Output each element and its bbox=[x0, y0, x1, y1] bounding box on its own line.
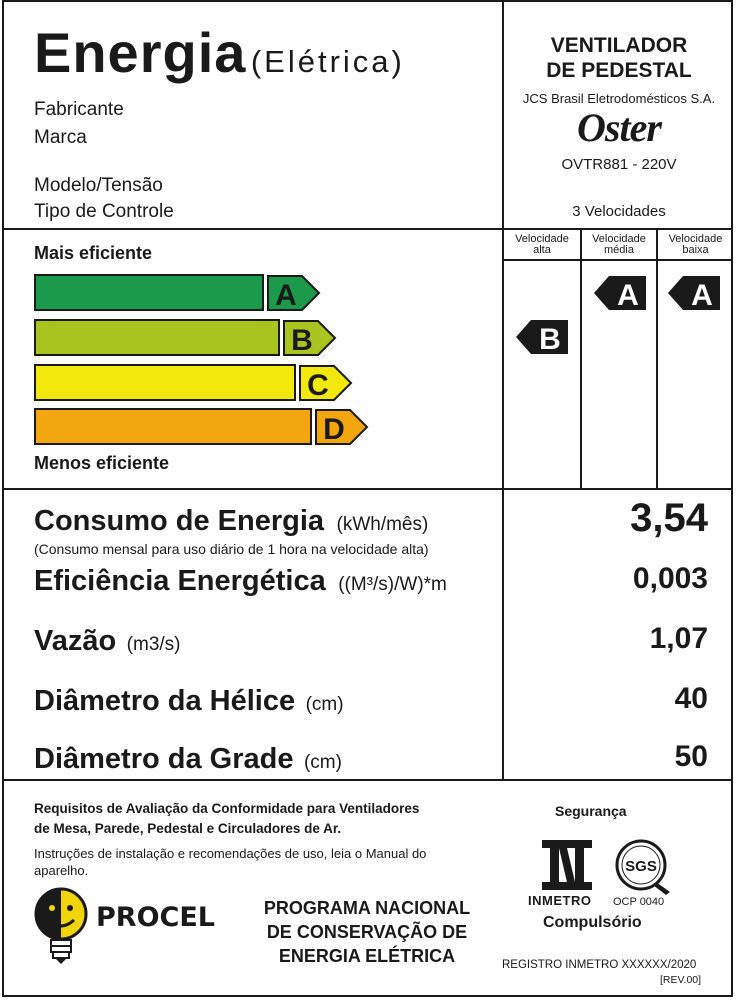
class-bar-d bbox=[34, 408, 312, 445]
class-arrow-d-letter: D bbox=[323, 413, 345, 446]
class-bar-a bbox=[34, 274, 264, 311]
grade-row bbox=[34, 743, 342, 776]
instructions-line1: Instruções de instalação e recomendações de uso, leia o Manual do bbox=[34, 846, 427, 861]
speed-header-high-line1: Velocidade bbox=[515, 233, 569, 245]
eficiencia-unit: ((M³/s)/W)*m bbox=[338, 574, 447, 595]
class-arrow-a-letter: A bbox=[275, 279, 297, 312]
header-divider bbox=[502, 0, 504, 230]
rating-arrow-high-letter: B bbox=[539, 323, 561, 356]
brand-logo: Oster bbox=[577, 105, 661, 150]
helice-value: 40 bbox=[674, 682, 708, 715]
speed-col-divider-1 bbox=[580, 230, 582, 490]
metrics-divider bbox=[502, 488, 504, 781]
program-name bbox=[242, 896, 492, 968]
scale-divider bbox=[502, 228, 504, 490]
class-arrow-a bbox=[266, 274, 322, 312]
metrics-bottom-line bbox=[2, 779, 733, 781]
manufacturer-label: Fabricante bbox=[34, 99, 124, 120]
rating-arrow-medium-letter: A bbox=[617, 279, 639, 312]
consumo-value: 3,54 bbox=[630, 496, 708, 540]
rating-arrow-high bbox=[514, 318, 570, 356]
vazao-value: 1,07 bbox=[649, 622, 708, 655]
program-line2: DE CONSERVAÇÃO DE bbox=[266, 922, 468, 942]
ocp-text: OCP 0040 bbox=[613, 896, 665, 908]
vazao-unit: (m3/s) bbox=[126, 634, 181, 655]
grade-value: 50 bbox=[674, 740, 708, 773]
speed-header-medium-line1: Velocidade bbox=[592, 233, 646, 245]
inmetro-logo-icon bbox=[540, 838, 594, 892]
sgs-logo-text: SGS bbox=[625, 858, 657, 875]
instructions-line2: aparelho. bbox=[34, 863, 89, 878]
title-eletrica: (Elétrica) bbox=[250, 44, 405, 79]
class-arrow-c-letter: C bbox=[307, 369, 329, 402]
instructions-text bbox=[34, 845, 426, 879]
consumo-unit: (kWh/mês) bbox=[336, 514, 429, 535]
scale-top-label: Mais eficiente bbox=[34, 243, 153, 263]
procel-logo-text: PROCEL bbox=[96, 902, 215, 933]
model-value: OVTR881 - 220V bbox=[561, 156, 677, 173]
product-type bbox=[505, 33, 733, 83]
rating-arrow-medium bbox=[592, 274, 648, 312]
eficiencia-label: Eficiência Energética bbox=[34, 565, 326, 597]
speed-header-high-line2: alta bbox=[533, 244, 551, 256]
requirements-line2: de Mesa, Parede, Pedestal e Circuladores de Ar. bbox=[34, 821, 342, 836]
procel-logo-icon bbox=[33, 886, 89, 966]
grade-unit: (cm) bbox=[303, 752, 342, 773]
rating-arrow-low-letter: A bbox=[691, 279, 713, 312]
class-arrow-c bbox=[298, 364, 354, 402]
eficiencia-value: 0,003 bbox=[632, 562, 708, 595]
class-bar-c bbox=[34, 364, 296, 401]
header-bottom-line bbox=[2, 228, 733, 230]
program-line3: ENERGIA ELÉTRICA bbox=[278, 946, 456, 966]
helice-unit: (cm) bbox=[305, 694, 344, 715]
rating-arrow-low bbox=[666, 274, 722, 312]
consumo-label: Consumo de Energia bbox=[34, 505, 325, 537]
requirements-line1: Requisitos de Avaliação da Conformidade para Ventiladores bbox=[34, 801, 420, 816]
scale-bottom-label: Menos eficiente bbox=[34, 453, 170, 473]
requirements-text bbox=[34, 799, 419, 839]
manufacturer-value: JCS Brasil Eletrodomésticos S.A. bbox=[522, 91, 716, 106]
sgs-logo-icon bbox=[612, 838, 674, 896]
speed-header-medium bbox=[582, 234, 656, 256]
program-line1: PROGRAMA NACIONAL bbox=[263, 898, 471, 918]
security-label: Segurança bbox=[555, 803, 627, 819]
class-arrow-b bbox=[282, 319, 338, 357]
speed-header-line bbox=[502, 259, 733, 261]
class-arrow-d bbox=[314, 408, 370, 446]
brand-label: Marca bbox=[34, 127, 87, 148]
class-arrow-b-letter: B bbox=[291, 324, 313, 357]
speed-header-low bbox=[658, 234, 733, 256]
consumo-row bbox=[34, 505, 428, 538]
control-type-label: Tipo de Controle bbox=[34, 201, 174, 222]
vazao-label: Vazão bbox=[34, 625, 117, 657]
grade-label: Diâmetro da Grade bbox=[34, 743, 294, 775]
title-energia: Energia bbox=[34, 21, 247, 84]
product-type-line1: VENTILADOR bbox=[550, 34, 688, 57]
revision-text: [REV.00] bbox=[660, 974, 702, 986]
speed-header-low-line2: baixa bbox=[682, 244, 709, 256]
consumo-note: (Consumo mensal para uso diário de 1 hora na velocidade alta) bbox=[34, 541, 429, 557]
inmetro-logo-text: INMETRO bbox=[528, 893, 592, 908]
compulsory-label: Compulsório bbox=[543, 914, 642, 931]
product-type-line2: DE PEDESTAL bbox=[546, 59, 692, 82]
helice-row bbox=[34, 685, 344, 718]
speed-header-medium-line2: média bbox=[604, 244, 634, 256]
speed-header-high bbox=[504, 234, 580, 256]
control-type-value: 3 Velocidades bbox=[572, 203, 666, 220]
speed-header-low-line1: Velocidade bbox=[668, 233, 723, 245]
helice-label: Diâmetro da Hélice bbox=[34, 685, 296, 717]
speed-col-divider-2 bbox=[656, 230, 658, 490]
class-bar-b bbox=[34, 319, 280, 356]
scale-bottom-line bbox=[2, 488, 733, 490]
registry-text: REGISTRO INMETRO XXXXXX/2020 bbox=[502, 959, 697, 971]
eficiencia-row bbox=[34, 565, 447, 598]
vazao-row bbox=[34, 625, 181, 658]
model-label: Modelo/Tensão bbox=[34, 175, 163, 196]
label-title bbox=[34, 20, 405, 85]
